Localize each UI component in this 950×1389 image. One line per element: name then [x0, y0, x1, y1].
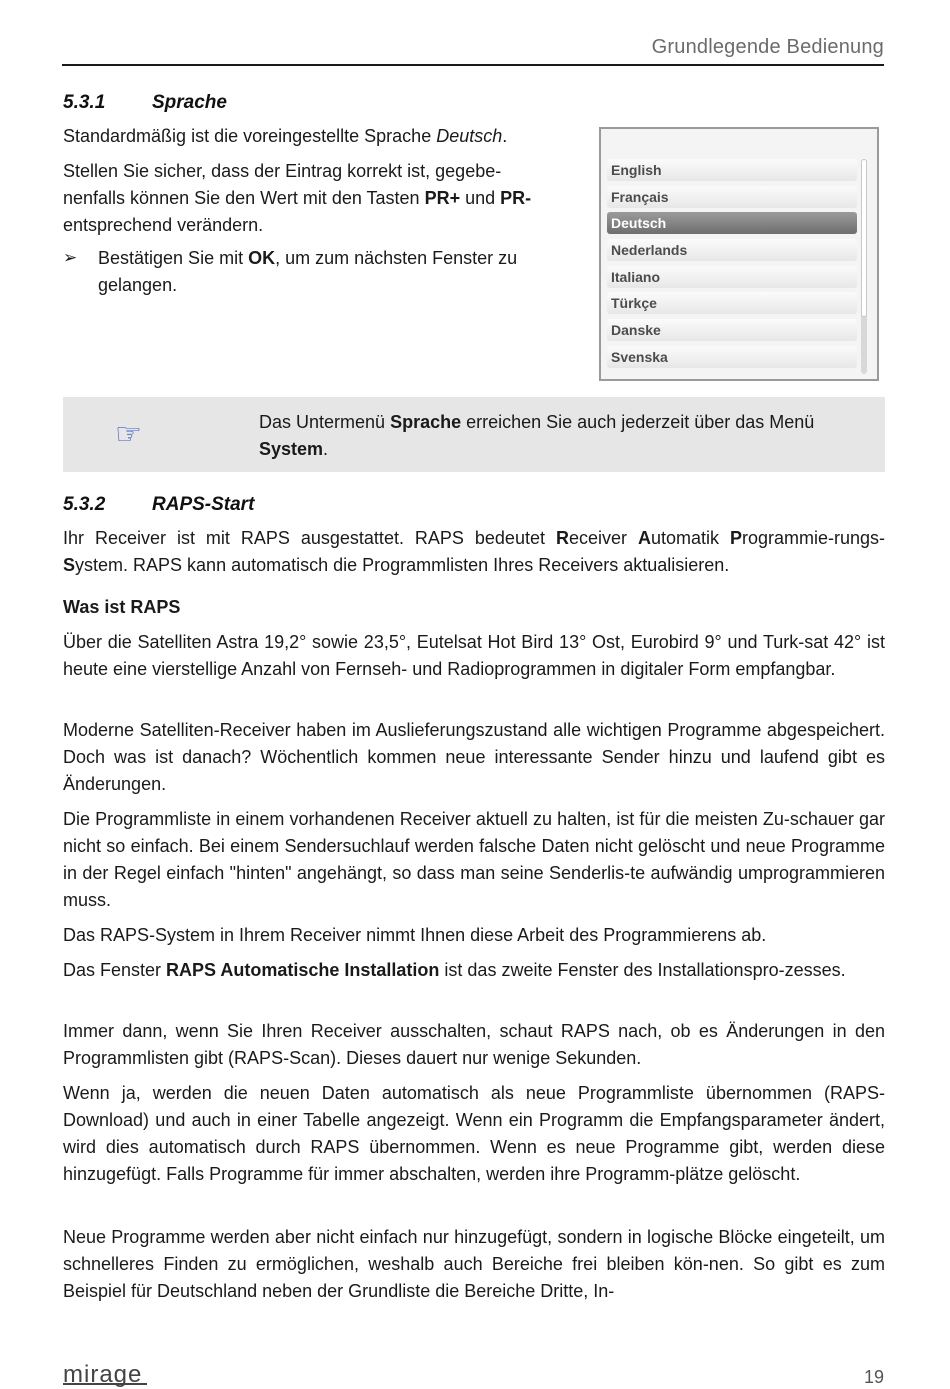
paragraph-raps-download: Wenn ja, werden die neuen Daten automatisch als neue Programmliste übernommen (RAPS-Download) und auch in einer Tabelle angezeigt. Wenn ein Programm die Empfangsparameter ändert, wird dies automatisch durch RAPS übernommen. Wenn es neue Programme gibt, werden diese hinzugefügt. Falls Programme für immer abschalten, werden ihre Programm-plätze gelöscht. [63, 1083, 885, 1184]
mirage-logo: mirage [63, 1361, 143, 1388]
arrow-bullet-icon: ➢ [63, 248, 78, 267]
paragraph-satellites: Über die Satelliten Astra 19,2° sowie 23,5°, Eutelsat Hot Bird 13° Ost, Eurobird 9° und Turk-sat 42° ist heute eine vierstellige Anzahl von Fernseh- und Radioprogrammen in digitaler Form empfangbar. [63, 632, 885, 679]
note-box [63, 397, 885, 472]
paragraph-raps-system: Das RAPS-System in Ihrem Receiver nimmt Ihnen diese Arbeit des Programmierens ab. [63, 925, 767, 945]
language-item-deutsch-selected[interactable]: Deutsch [607, 212, 857, 234]
section-title: RAPS-Start [152, 494, 255, 515]
language-item-francais[interactable]: Français [607, 186, 857, 208]
paragraph-program-list: Die Programmliste in einem vorhandenen Receiver aktuell zu halten, ist für die meisten Zu-schauer gar nicht so einfach. Bei einem Sendersuchlauf werden falsche Daten nicht gelöscht und neue Programme in der Regel einfach "hinten" angehängt, so dass man seine Senderlis-te aufwändig umprogrammieren muss. [63, 809, 885, 910]
section-number: 5.3.1 [63, 92, 106, 113]
page-header-title: Grundlegende Bedienung [651, 36, 884, 58]
language-item-svenska[interactable]: Svenska [607, 346, 857, 368]
section-heading-raps-start [63, 494, 254, 516]
pointing-hand-icon: ☞ [115, 418, 142, 451]
bullet-confirm-ok: Bestätigen Sie mit OK, um zum nächsten Fenster zu gelangen. [98, 248, 518, 295]
section-number: 5.3.2 [63, 494, 106, 515]
paragraph-raps-scan: Immer dann, wenn Sie Ihren Receiver ausschalten, schaut RAPS nach, ob es Änderungen in den Programmlisten gibt (RAPS-Scan). Dieses dauert nur wenige Sekunden. [63, 1021, 885, 1068]
section-heading-sprache [63, 92, 227, 114]
language-item-nederlands[interactable]: Nederlands [607, 239, 857, 261]
language-scrollbar[interactable] [861, 159, 867, 374]
header-rule [62, 64, 884, 66]
language-item-danske[interactable]: Danske [607, 319, 857, 341]
paragraph-new-programs: Neue Programme werden aber nicht einfach nur hinzugefügt, sondern in logische Blöcke eingeteilt, um schnelleres Finden zu ermöglichen, weshalb auch Bereiche frei bleiben kön-nen. So gibt es zum Beispiel für Deutschland neben der Grundliste die Bereiche Dritte, In- [63, 1227, 885, 1301]
note-text: Das Untermenü Sprache erreichen Sie auch jederzeit über das Menü System. [259, 412, 815, 459]
paragraph-raps-intro: Ihr Receiver ist mit RAPS ausgestattet. RAPS bedeutet Receiver Automatik Programmie-rungs-System. RAPS kann automatisch die Programmlisten Ihres Receivers aktualisieren. [63, 528, 886, 575]
language-menu-screenshot [599, 127, 879, 381]
language-item-english[interactable]: English [607, 159, 857, 181]
paragraph-change-language: Stellen Sie sicher, dass der Eintrag korrekt ist, gegebe-nenfalls können Sie den Wert mit den Tasten PR+ und PR- entsprechend verändern. [63, 161, 532, 235]
language-item-italiano[interactable]: Italiano [607, 266, 857, 288]
page-number: 19 [863, 1367, 884, 1387]
paragraph-modern-receivers: Moderne Satelliten-Receiver haben im Auslieferungszustand alle wichtigen Programme abgespeichert. Doch was ist danach? Wöchentlich kommen neue interessante Sender hinzu und laufend gibt es Änderungen. [63, 720, 885, 794]
scrollbar-thumb[interactable] [861, 159, 867, 317]
paragraph-default-language: Standardmäßig ist die voreingestellte Sprache Deutsch. [63, 126, 508, 146]
language-item-turkce[interactable]: Türkçe [607, 292, 857, 314]
language-list [607, 159, 857, 373]
paragraph-raps-window: Das Fenster RAPS Automatische Installation ist das zweite Fenster des Installationspro-zesses. [63, 960, 846, 980]
subheading-was-ist-raps: Was ist RAPS [63, 597, 181, 617]
section-title: Sprache [152, 92, 227, 113]
